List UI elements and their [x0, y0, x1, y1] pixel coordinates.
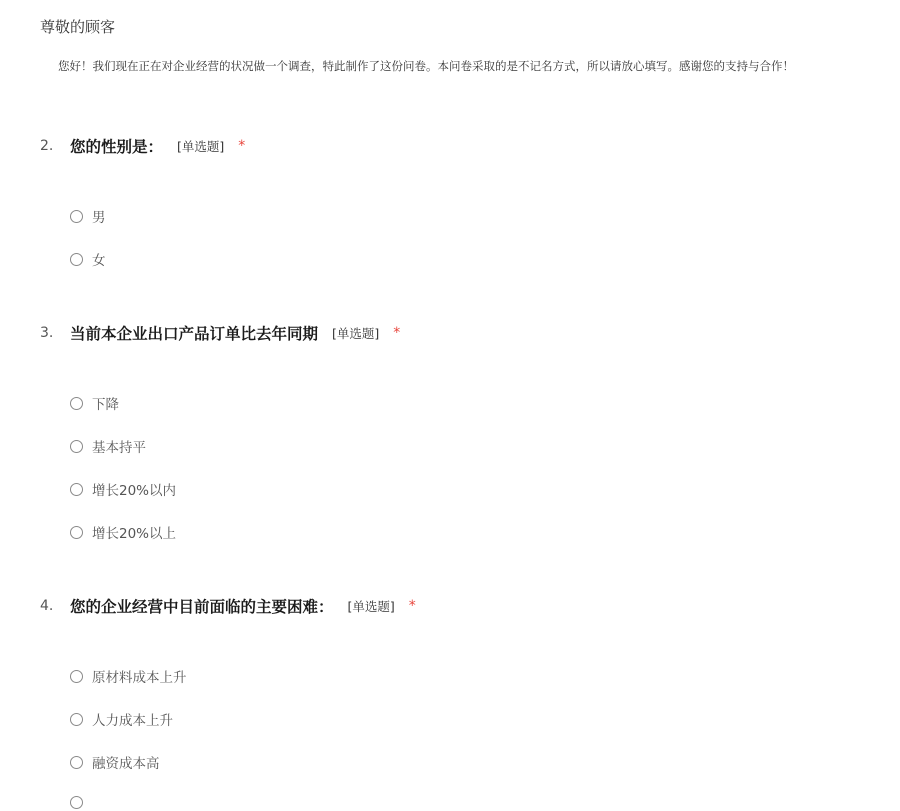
option-decrease[interactable]: [70, 394, 119, 412]
radio-button[interactable]: [70, 397, 83, 410]
option-label: 原材料成本上升: [92, 670, 187, 686]
option-labor-cost[interactable]: [70, 710, 173, 728]
option-label: 基本持平: [92, 440, 146, 456]
option-label: 增长20%以内: [92, 483, 177, 499]
question-number: 2.: [40, 138, 54, 154]
radio-button[interactable]: [70, 756, 83, 769]
required-marker: *: [408, 598, 416, 614]
radio-button[interactable]: [70, 670, 83, 683]
radio-button[interactable]: [70, 253, 83, 266]
question-title-row: [40, 594, 416, 618]
radio-button[interactable]: [70, 526, 83, 539]
radio-button[interactable]: [70, 796, 83, 809]
question-type: [单选题]: [332, 326, 380, 341]
question-type: [单选题]: [347, 599, 395, 614]
greeting-title: 尊敬的顾客: [40, 18, 116, 36]
option-label: 男: [92, 210, 106, 226]
option-label: 融资成本高: [92, 756, 160, 772]
question-number: 4.: [40, 598, 54, 614]
option-raw-material-cost[interactable]: [70, 667, 187, 685]
question-text: 当前本企业出口产品订单比去年同期: [70, 325, 319, 343]
question-text: 您的企业经营中目前面临的主要困难：: [70, 598, 334, 616]
option-label: 增长20%以上: [92, 526, 177, 542]
required-marker: *: [393, 325, 401, 341]
intro-text: 您好！我们现在正在对企业经营的状况做一个调查，特此制作了这份问卷。本问卷采取的是不记名方式，所以请放心填写。感谢您的支持与合作！: [58, 59, 794, 73]
radio-button[interactable]: [70, 713, 83, 726]
option-flat[interactable]: [70, 437, 146, 455]
option-female[interactable]: [70, 250, 106, 268]
question-title-row: [40, 321, 400, 345]
option-growth-within-20[interactable]: [70, 480, 176, 498]
question-text: 您的性别是：: [70, 138, 164, 156]
question-number: 3.: [40, 325, 54, 341]
radio-button[interactable]: [70, 440, 83, 453]
option-male[interactable]: [70, 207, 106, 225]
option-financing-cost[interactable]: [70, 753, 160, 771]
option-growth-above-20[interactable]: [70, 523, 176, 541]
question-type: [单选题]: [177, 139, 225, 154]
option-label: 女: [92, 253, 106, 269]
radio-button[interactable]: [70, 483, 83, 496]
question-title-row: [40, 134, 245, 158]
option-label: 下降: [92, 397, 119, 413]
radio-button[interactable]: [70, 210, 83, 223]
required-marker: *: [238, 138, 246, 154]
option-label: 人力成本上升: [92, 713, 173, 729]
option-partial[interactable]: [70, 793, 83, 811]
